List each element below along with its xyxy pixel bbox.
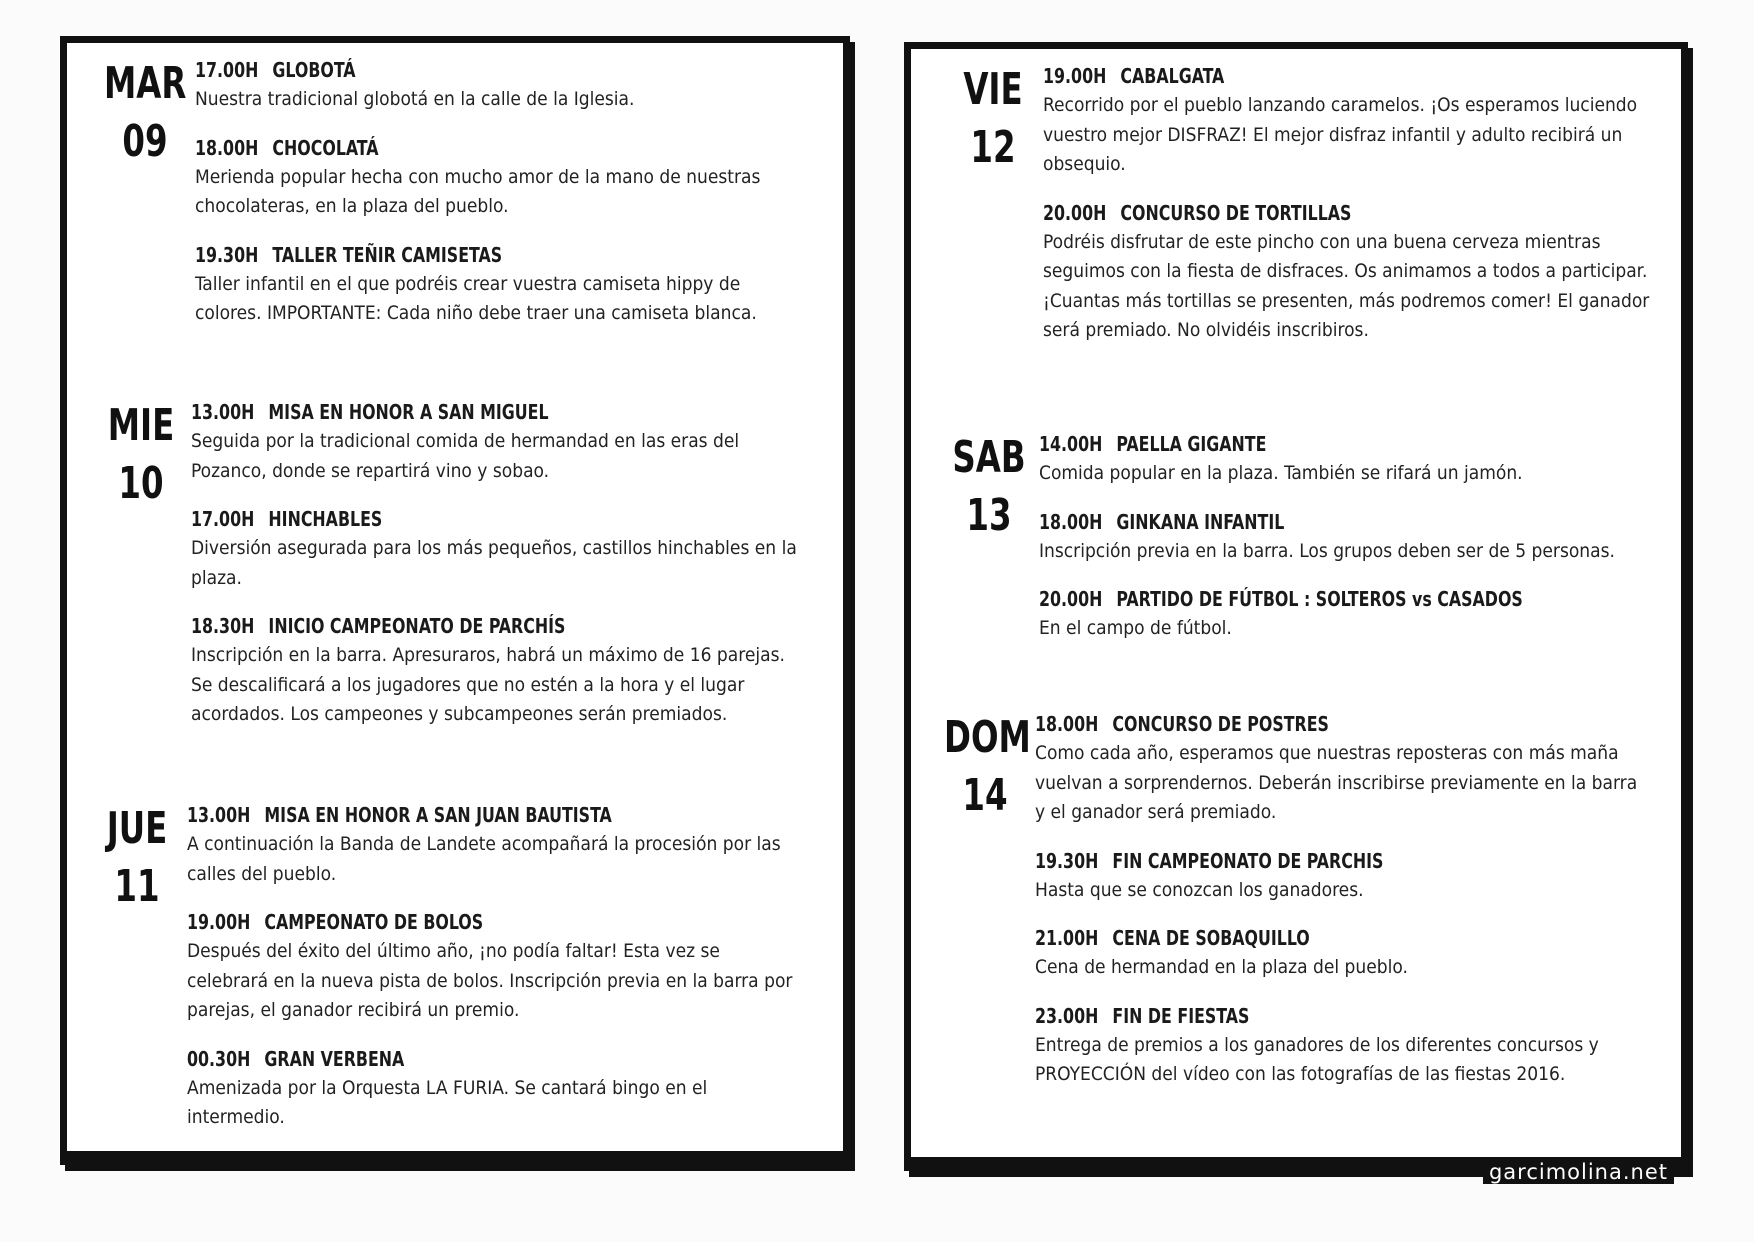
event-title: MISA EN HONOR A SAN JUAN BAUTISTA: [264, 803, 612, 827]
event-description: Taller infantil en el que podréis crear vuestra camiseta hippy de colores. IMPORTANTE: Cada niño debe traer una camiseta blanca.: [195, 272, 757, 324]
event-title: CENA DE SOBAQUILLO: [1112, 926, 1310, 950]
event-list: [1039, 429, 1654, 662]
event-description: Diversión asegurada para los más pequeños, castillos hinchables en la plaza.: [191, 537, 797, 589]
event-title-row: [1043, 198, 1584, 228]
day-abbr: MIE: [107, 400, 175, 451]
event-title: CONCURSO DE POSTRES: [1112, 712, 1329, 736]
event-list: [1043, 61, 1658, 364]
event-title-row: [1039, 584, 1580, 614]
event-list: [1035, 709, 1650, 1108]
event-time: 18.00H: [1035, 712, 1099, 736]
event-title: HINCHABLES: [268, 507, 383, 531]
event-item: [1039, 429, 1654, 489]
event-title-row: [187, 907, 728, 937]
event-title-row: [191, 504, 732, 534]
event-title-row: [1035, 923, 1576, 953]
day-number: 13: [966, 490, 1012, 541]
event-time: 18.00H: [1039, 509, 1103, 534]
event-description: Después del éxito del último año, ¡no podía faltar! Esta vez se celebrará en la nueva pista de bolos. Inscripción previa en la barra por parejas, el ganador recibirá un premio.: [187, 940, 793, 1021]
event-item: [1043, 198, 1658, 346]
day-abbr: DOM: [944, 712, 1031, 763]
event-description: Inscripción previa en la barra. Los grupos deben ser de 5 personas.: [1039, 539, 1615, 562]
day-jue-11: [87, 800, 802, 1151]
event-description: Entrega de premios a los ganadores de los diferentes concursos y PROYECCIÓN del vídeo con las fotografías de las fiestas 2016.: [1035, 1033, 1599, 1085]
day-number: 09: [122, 116, 168, 167]
event-item: [1035, 846, 1650, 906]
event-list: [187, 800, 802, 1151]
event-title-row: [191, 397, 732, 427]
event-time: 14.00H: [1039, 432, 1103, 456]
event-description: En el campo de fútbol.: [1039, 617, 1232, 639]
day-label: [944, 709, 1031, 1108]
event-title: GLOBOTÁ: [272, 58, 356, 82]
event-list: [195, 55, 810, 347]
event-time: 20.00H: [1043, 200, 1107, 225]
event-title-row: [1035, 1001, 1576, 1031]
event-title: GRAN VERBENA: [264, 1046, 405, 1071]
event-item: [191, 611, 806, 730]
day-sab-13: [939, 429, 1654, 662]
event-description: A continuación la Banda de Landete acompañará la procesión por las calles del pueblo.: [187, 833, 781, 885]
event-title-row: [191, 611, 732, 641]
event-title: PAELLA GIGANTE: [1116, 432, 1267, 456]
day-number: 11: [114, 861, 160, 912]
day-abbr: MAR: [104, 58, 187, 109]
day-abbr: SAB: [952, 432, 1026, 483]
event-title: GINKANA INFANTIL: [1116, 509, 1285, 534]
event-time: 19.30H: [1035, 848, 1099, 873]
event-title: TALLER TEÑIR CAMISETAS: [272, 242, 503, 267]
site-watermark: garcimolina.net: [1483, 1160, 1674, 1184]
event-description: Merienda popular hecha con mucho amor de la mano de nuestras chocolateras, en la plaza del pueblo.: [195, 165, 761, 217]
event-description: Podréis disfrutar de este pincho con una buena cerveza mientras seguimos con la fiesta de disfraces. Os animamos a todos a participar. ¡Cuantas más tortillas se presenten, más podremos comer! El ganador será premiado. No olvidéis inscribiros.: [1043, 230, 1650, 341]
event-item: [191, 504, 806, 593]
event-time: 17.00H: [195, 58, 259, 82]
event-time: 21.00H: [1035, 926, 1099, 950]
event-description: Hasta que se conozcan los ganadores.: [1035, 878, 1364, 901]
event-item: [187, 907, 802, 1026]
event-item: [195, 240, 810, 329]
day-mie-10: [91, 397, 806, 748]
event-description: Seguida por la tradicional comida de hermandad en las eras del Pozanco, donde se repartirá vino y sobao.: [191, 430, 740, 482]
event-title: MISA EN HONOR A SAN MIGUEL: [268, 400, 549, 424]
day-vie-12: [943, 61, 1658, 364]
event-title-row: [1039, 507, 1580, 537]
event-description: Recorrido por el pueblo lanzando caramelos. ¡Os esperamos luciendo vuestro mejor DISFRAZ! El mejor disfraz infantil y adulto recibirá un obsequio.: [1043, 94, 1638, 175]
day-number: 14: [962, 770, 1008, 821]
event-title: PARTIDO DE FÚTBOL : SOLTEROS vs CASADOS: [1116, 587, 1523, 611]
event-item: [187, 1044, 802, 1133]
event-time: 19.00H: [187, 910, 251, 934]
event-title-row: [1035, 846, 1576, 876]
day-label: [104, 55, 186, 347]
event-time: 13.00H: [191, 400, 255, 424]
day-label: [100, 397, 182, 748]
event-time: 13.00H: [187, 803, 251, 827]
event-time: 19.00H: [1043, 64, 1107, 88]
event-description: Inscripción en la barra. Apresuraros, habrá un máximo de 16 parejas. Se descalificará a los jugadores que no estén a la hora y el lugar acordados. Los campeones y subcampeones serán premiados.: [191, 644, 785, 725]
event-time: 17.00H: [191, 507, 255, 531]
event-time: 00.30H: [187, 1046, 251, 1071]
event-time: 23.00H: [1035, 1003, 1099, 1028]
day-label: [96, 800, 178, 1151]
event-item: [187, 800, 802, 889]
day-number: 12: [970, 122, 1016, 173]
event-item: [1043, 61, 1658, 180]
event-time: 18.00H: [195, 135, 259, 160]
day-label: [952, 61, 1034, 364]
program-panel-right: [904, 42, 1688, 1171]
event-description: Nuestra tradicional globotá en la calle de la Iglesia.: [195, 88, 635, 110]
event-description: Cena de hermandad en la plaza del pueblo.: [1035, 956, 1408, 978]
event-title-row: [187, 800, 728, 830]
day-number: 10: [118, 458, 164, 509]
event-item: [1039, 584, 1654, 644]
day-abbr: JUE: [106, 803, 168, 854]
event-title-row: [195, 55, 736, 85]
event-title-row: [1035, 709, 1576, 739]
event-description: Como cada año, esperamos que nuestras reposteras con más maña vuelvan a sorprendernos. Deberán inscribirse previamente en la barra y el ganador será premiado.: [1035, 742, 1638, 823]
event-title: CABALGATA: [1120, 64, 1225, 88]
event-title: INICIO CAMPEONATO DE PARCHÍS: [268, 614, 566, 638]
event-title: CHOCOLATÁ: [272, 135, 379, 160]
event-title-row: [187, 1044, 728, 1074]
event-title: FIN CAMPEONATO DE PARCHIS: [1112, 848, 1384, 873]
event-title-row: [1043, 61, 1584, 91]
program-panel-left: [60, 36, 850, 1165]
event-description: Amenizada por la Orquesta LA FURIA. Se cantará bingo en el intermedio.: [187, 1076, 708, 1128]
day-label: [948, 429, 1030, 662]
event-item: [195, 55, 810, 115]
event-title-row: [195, 133, 736, 163]
event-title: FIN DE FIESTAS: [1112, 1003, 1250, 1028]
event-item: [1035, 709, 1650, 828]
event-item: [195, 133, 810, 222]
event-description: Comida popular en la plaza. También se rifará un jamón.: [1039, 462, 1523, 484]
event-title-row: [1039, 429, 1580, 459]
event-item: [191, 397, 806, 486]
day-abbr: VIE: [963, 64, 1023, 115]
event-title: CAMPEONATO DE BOLOS: [264, 910, 484, 934]
day-dom-14: [935, 709, 1650, 1108]
event-time: 18.30H: [191, 614, 255, 638]
event-title: CONCURSO DE TORTILLAS: [1120, 200, 1352, 225]
event-item: [1035, 1001, 1650, 1090]
event-time: 20.00H: [1039, 587, 1103, 611]
event-list: [191, 397, 806, 748]
event-time: 19.30H: [195, 242, 259, 267]
event-item: [1039, 507, 1654, 567]
day-mar-09: [95, 55, 810, 347]
event-item: [1035, 923, 1650, 983]
event-title-row: [195, 240, 736, 270]
